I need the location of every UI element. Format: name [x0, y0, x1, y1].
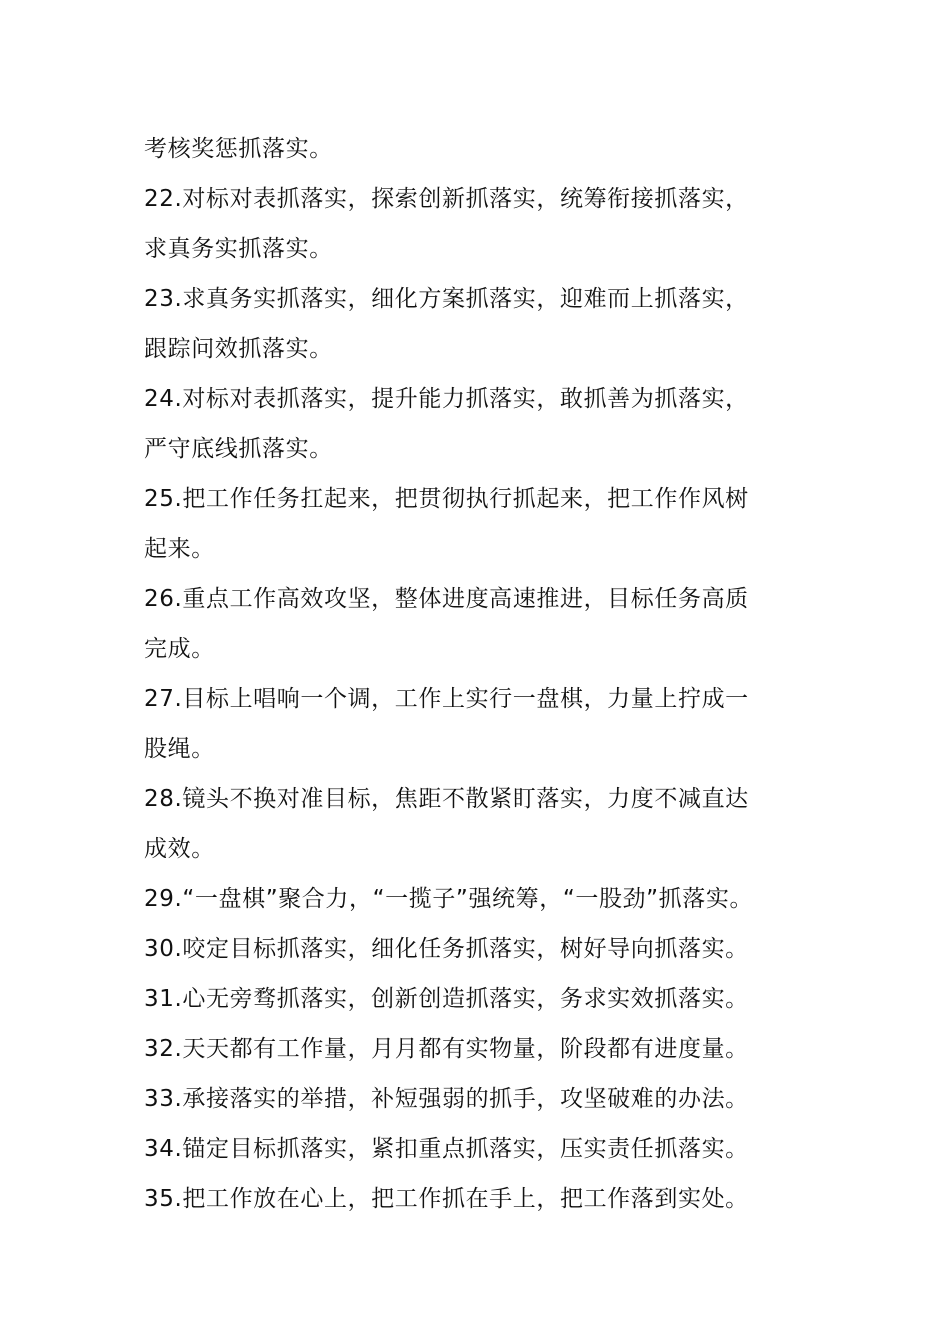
text-line: 31.心无旁骛抓落实，创新创造抓落实，务求实效抓落实。	[144, 986, 749, 1012]
text-line: 严守底线抓落实。	[144, 436, 333, 462]
text-line: 26.重点工作高效攻坚，整体进度高速推进，目标任务高质	[144, 586, 749, 612]
text-line: 34.锚定目标抓落实，紧扣重点抓落实，压实责任抓落实。	[144, 1136, 749, 1162]
text-line: 23.求真务实抓落实，细化方案抓落实，迎难而上抓落实，	[144, 286, 749, 312]
text-line: 求真务实抓落实。	[144, 236, 333, 262]
text-line: 成效。	[144, 836, 215, 862]
text-line: 股绳。	[144, 736, 215, 762]
text-line: 完成。	[144, 636, 215, 662]
text-line: 22.对标对表抓落实，探索创新抓落实，统筹衔接抓落实，	[144, 186, 749, 212]
text-line: 28.镜头不换对准目标，焦距不散紧盯落实，力度不减直达	[144, 786, 749, 812]
document-body	[144, 124, 814, 1224]
text-line: 30.咬定目标抓落实，细化任务抓落实，树好导向抓落实。	[144, 936, 749, 962]
text-line: 起来。	[144, 536, 215, 562]
text-line: 25.把工作任务扛起来，把贯彻执行抓起来，把工作作风树	[144, 486, 749, 512]
text-line: 27.目标上唱响一个调，工作上实行一盘棋，力量上拧成一	[144, 686, 749, 712]
text-line: 32.天天都有工作量，月月都有实物量，阶段都有进度量。	[144, 1036, 749, 1062]
text-line: 考核奖惩抓落实。	[144, 136, 333, 162]
text-line: 35.把工作放在心上，把工作抓在手上，把工作落到实处。	[144, 1186, 749, 1212]
text-line: 24.对标对表抓落实，提升能力抓落实，敢抓善为抓落实，	[144, 386, 749, 412]
text-line: 33.承接落实的举措，补短强弱的抓手，攻坚破难的办法。	[144, 1086, 749, 1112]
text-line: 29.“一盘棋”聚合力，“一揽子”强统筹，“一股劲”抓落实。	[144, 886, 754, 912]
text-line: 跟踪问效抓落实。	[144, 336, 333, 362]
